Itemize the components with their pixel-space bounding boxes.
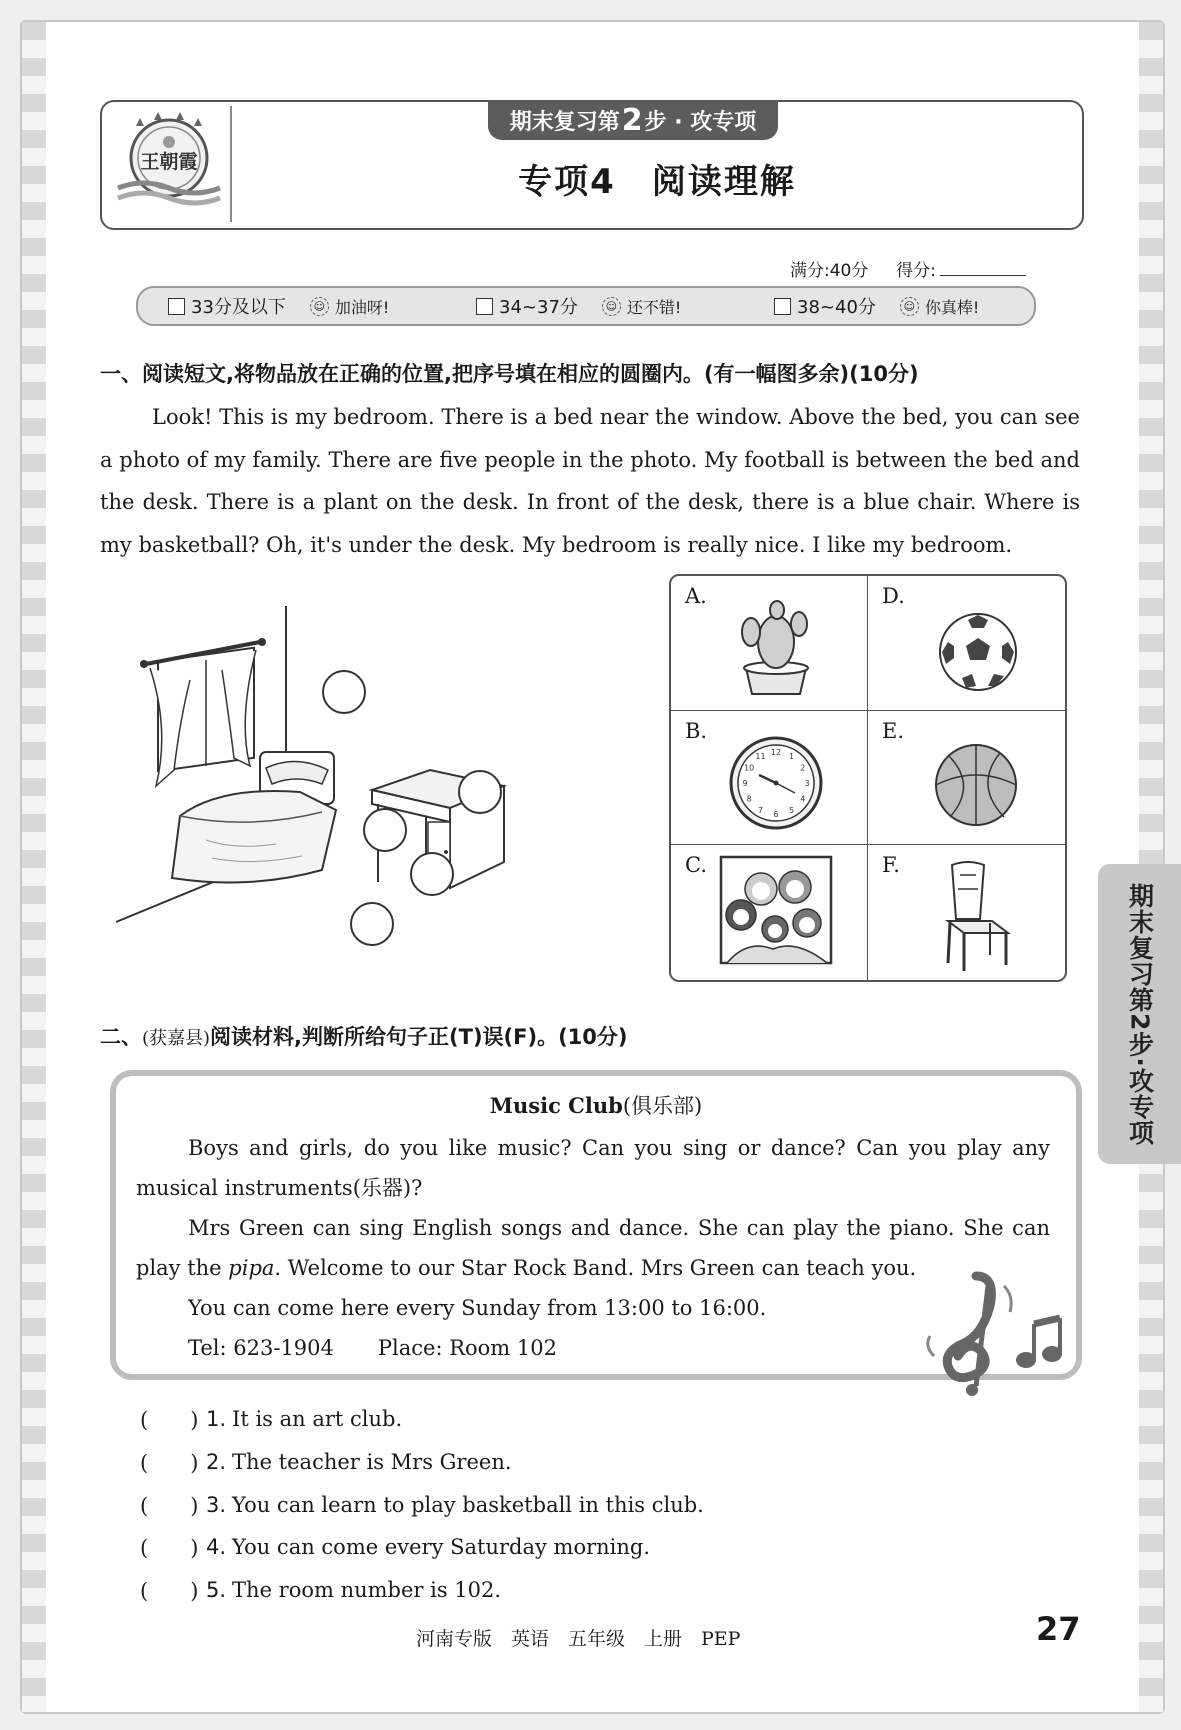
chair-icon (918, 859, 1028, 973)
option-letter: E. (882, 718, 905, 743)
question-1: ( ) 1. It is an art club. (140, 1398, 704, 1441)
clock-numeral: 1 (788, 751, 795, 761)
step-banner-prefix: 期末复习第 (509, 109, 620, 135)
score-blank[interactable] (940, 275, 1026, 276)
clock-icon (721, 725, 831, 835)
bedroom-picture (110, 590, 590, 950)
clock-numeral: 7 (757, 805, 764, 815)
club-title-cn: (俱乐部) (622, 1094, 703, 1118)
smile-icon: ☺ (310, 297, 329, 316)
club-paragraph-2: Mrs Green can sing English songs and dance. She can play the piano. She can play the pipa. Welcome to our Star Rock Band. Mrs Green can teach you. (136, 1216, 1050, 1280)
window-drawing (140, 638, 266, 786)
option-letter: B. (685, 718, 708, 743)
club-contact (136, 1328, 1050, 1368)
club-title-en: Music Club (489, 1093, 623, 1118)
clock-numeral: 3 (804, 778, 810, 788)
club-paragraph-1: Boys and girls, do you like music? Can you sing or dance? Can you play any musical instruments(乐器)? (136, 1136, 1050, 1200)
rating-range-2: 34~37分 (499, 297, 578, 318)
option-letter: D. (882, 584, 905, 608)
club-text (136, 1128, 1050, 1368)
club-place: Place: Room 102 (377, 1336, 557, 1360)
answer-blank[interactable]: ( ) (140, 1579, 199, 1604)
section2-heading (100, 1021, 628, 1051)
answer-blank[interactable]: ( ) (140, 1536, 199, 1561)
basketball-icon (918, 725, 1028, 835)
music-note-icon (916, 1266, 1066, 1396)
football-icon (918, 590, 1028, 700)
score-label: 得分: (896, 261, 936, 281)
full-score-label: 满分:40分 (790, 261, 869, 281)
clock-numeral: 4 (800, 794, 806, 804)
family-photo-icon (717, 853, 835, 967)
clock-numeral: 5 (788, 805, 795, 815)
clock-numeral: 12 (770, 747, 782, 757)
clock-numeral: 8 (746, 794, 752, 804)
rating-item-2 (476, 293, 681, 319)
step-banner (488, 100, 778, 140)
option-c (671, 845, 868, 980)
option-d (868, 576, 1065, 711)
bed-drawing (172, 752, 336, 883)
club-paragraph-3: You can come here every Sunday from 13:00 to 16:00. (188, 1296, 767, 1320)
answer-blank[interactable]: ( ) (140, 1493, 199, 1518)
rating-comment-2: 还不错! (626, 297, 682, 317)
answer-circle-under-desk[interactable] (411, 853, 453, 895)
pipa-word: pipa (228, 1256, 275, 1280)
option-letter: C. (685, 853, 707, 878)
section2-heading-text: 阅读材料,判断所给句子正(T)误(F)。(10分) (210, 1025, 628, 1049)
option-f (868, 845, 1065, 980)
rating-comment-1: 加油呀! (334, 297, 390, 317)
rating-checkbox-1[interactable] (168, 298, 185, 315)
rating-checkbox-3[interactable] (774, 298, 791, 315)
question-3: ( ) 3. You can learn to play basketball in this club. (140, 1483, 704, 1526)
footer-text: 河南专版 英语 五年级 上册 PEP (416, 1628, 741, 1650)
clock-numeral: 2 (800, 763, 806, 773)
question-5: ( ) 5. The room number is 102. (140, 1569, 704, 1612)
answer-blank[interactable]: ( ) (140, 1451, 199, 1476)
section1-heading: 一、阅读短文,将物品放在正确的位置,把序号填在相应的圆圈内。(有一幅图多余)(10分) (100, 362, 919, 386)
rating-range-1: 33分及以下 (191, 297, 286, 318)
clock-numeral: 6 (773, 809, 779, 819)
section1-passage (100, 396, 1080, 567)
option-a (671, 576, 868, 711)
rating-bar (136, 286, 1036, 326)
answer-blank[interactable]: ( ) (140, 1408, 199, 1433)
rating-item-1 (168, 293, 389, 319)
logo-text: 王朝霞 (140, 151, 198, 173)
page-title: 专项4 阅读理解 (518, 162, 796, 202)
question-4: ( ) 4. You can come every Saturday morning. (140, 1526, 704, 1569)
smile-icon: ☺ (900, 297, 919, 316)
rating-comment-3: 你真棒! (924, 297, 980, 317)
step-banner-number: 2 (621, 102, 643, 138)
rating-checkbox-2[interactable] (476, 298, 493, 315)
club-tel: Tel: 623-1904 (188, 1336, 334, 1360)
answer-circle-between[interactable] (364, 809, 406, 851)
option-b (671, 711, 868, 846)
publisher-logo (114, 112, 224, 212)
passage-text: Look! This is my bedroom. There is a bed near the window. Above the bed, you can see a photo of my family. There are five people in the photo. My football is between the bed and the desk. There is a plant on the desk. In front of the desk, there is a blue chair. Where is my basketball? Oh, it's under the desk. My bedroom is really nice. I like my bedroom. (100, 405, 1080, 558)
question-2: ( ) 2. The teacher is Mrs Green. (140, 1441, 704, 1484)
option-letter: F. (882, 853, 900, 878)
cactus-plant-icon (721, 590, 831, 700)
clock-numeral: 9 (742, 778, 748, 788)
rating-range-3: 38~40分 (797, 297, 876, 318)
music-club-box (110, 1070, 1082, 1380)
answer-circle-wall[interactable] (323, 671, 365, 713)
page-number: 27 (1036, 1610, 1081, 1648)
tf-questions (140, 1398, 704, 1611)
score-line (790, 256, 1026, 281)
clock-numeral: 10 (744, 763, 755, 773)
club-title (116, 1090, 1076, 1120)
clock-numeral: 11 (755, 751, 766, 761)
section2-prefix: 二、 (100, 1025, 142, 1049)
header-box (100, 100, 1084, 230)
option-e (868, 711, 1065, 846)
left-wave-border (22, 22, 46, 1712)
side-tab: 期末复习第2步·攻专项 (1098, 864, 1181, 1164)
options-grid (669, 574, 1067, 982)
rating-item-3 (774, 293, 979, 319)
smile-icon: ☺ (602, 297, 621, 316)
answer-circle-floor[interactable] (351, 903, 393, 945)
answer-circle-desk-top[interactable] (459, 771, 501, 813)
county-label: (获嘉县) (142, 1028, 211, 1049)
option-letter: A. (685, 584, 707, 608)
step-banner-suffix: 步 · 攻专项 (644, 109, 757, 135)
